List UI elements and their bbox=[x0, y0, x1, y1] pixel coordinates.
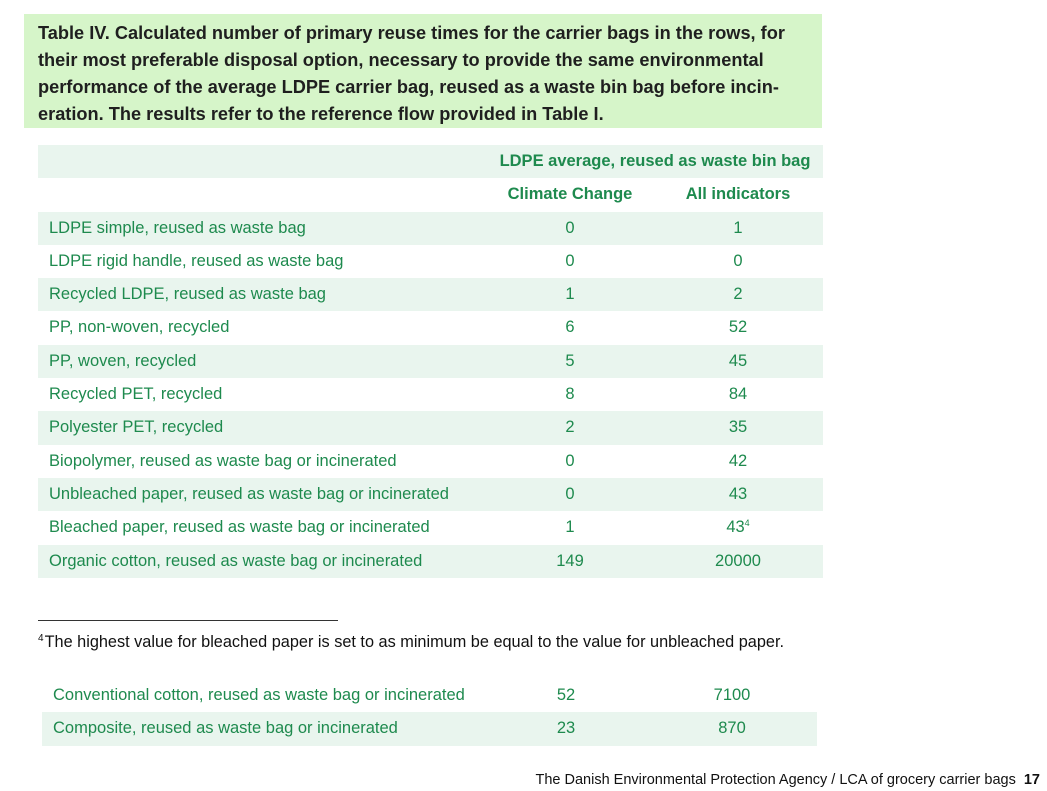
caption-line: eration. The results refer to the reference flow provided in Table I. bbox=[38, 104, 604, 124]
row-label: LDPE rigid handle, reused as waste bag bbox=[49, 251, 344, 270]
all-indicators-value bbox=[658, 511, 818, 544]
climate-change-value: 8 bbox=[565, 385, 575, 404]
table-group-header-row bbox=[38, 145, 823, 178]
all-indicators-value bbox=[658, 212, 818, 245]
row-label: Conventional cotton, reused as waste bag or incinerated bbox=[53, 686, 465, 704]
climate-change-value: 6 bbox=[565, 318, 575, 337]
climate-change-value: 2 bbox=[565, 418, 575, 437]
table-row bbox=[38, 511, 823, 544]
reuse-table-continued bbox=[42, 679, 817, 746]
table-caption bbox=[24, 14, 822, 128]
all-indicators-value bbox=[658, 545, 818, 578]
all-indicators-value bbox=[658, 378, 818, 411]
all-indicators-number: 52 bbox=[728, 318, 748, 337]
caption-line: performance of the average LDPE carrier bag, reused as a waste bin bag before incin- bbox=[38, 77, 779, 97]
table-row bbox=[42, 712, 817, 745]
table-row bbox=[38, 345, 823, 378]
row-label: PP, non-woven, recycled bbox=[49, 318, 230, 337]
all-indicators-value bbox=[658, 345, 818, 378]
caption-line: Table IV. Calculated number of primary reuse times for the carrier bags in the rows, for bbox=[38, 23, 785, 43]
all-indicators-number: 35 bbox=[728, 418, 748, 437]
table-row bbox=[38, 311, 823, 344]
row-label: PP, woven, recycled bbox=[49, 351, 197, 370]
footnote-rule bbox=[38, 620, 338, 621]
group-header: LDPE average, reused as waste bin bag bbox=[499, 152, 811, 170]
caption-line: their most preferable disposal option, necessary to provide the same environmental bbox=[38, 50, 764, 70]
row-label: Bleached paper, reused as waste bag or incinerated bbox=[49, 518, 430, 537]
all-indicators-number: 42 bbox=[728, 451, 748, 470]
row-label: Polyester PET, recycled bbox=[49, 418, 224, 437]
table-row bbox=[38, 278, 823, 311]
all-indicators-value bbox=[658, 411, 818, 444]
table-row bbox=[38, 545, 823, 578]
all-indicators-number: 84 bbox=[728, 385, 748, 404]
reuse-table bbox=[38, 145, 823, 578]
row-label: Unbleached paper, reused as waste bag or incinerated bbox=[49, 484, 449, 503]
all-indicators-number: 2 bbox=[733, 285, 743, 304]
footnote-text: The highest value for bleached paper is set to as minimum be equal to the value for unbleached paper. bbox=[44, 633, 785, 651]
climate-change-value: 52 bbox=[556, 686, 576, 704]
table-row bbox=[38, 378, 823, 411]
climate-change-value: 1 bbox=[565, 285, 575, 304]
footnote bbox=[38, 633, 784, 652]
col-header-climate: Climate Change bbox=[507, 185, 633, 204]
climate-change-value: 5 bbox=[565, 351, 575, 370]
climate-change-value: 0 bbox=[565, 251, 575, 270]
all-indicators-number: 1 bbox=[733, 218, 743, 237]
all-indicators-value bbox=[652, 712, 812, 745]
table-row bbox=[38, 212, 823, 245]
row-label: Organic cotton, reused as waste bag or incinerated bbox=[49, 551, 423, 570]
all-indicators-value bbox=[652, 679, 812, 712]
all-indicators-value bbox=[658, 478, 818, 511]
all-indicators-value bbox=[658, 245, 818, 278]
row-label: Recycled PET, recycled bbox=[49, 385, 223, 404]
climate-change-value: 0 bbox=[565, 451, 575, 470]
table-row bbox=[42, 679, 817, 712]
climate-change-value: 23 bbox=[556, 719, 576, 738]
row-label: LDPE simple, reused as waste bag bbox=[49, 218, 306, 237]
row-label: Recycled LDPE, reused as waste bag bbox=[49, 285, 326, 304]
all-indicators-value bbox=[658, 445, 818, 478]
table-header-row bbox=[38, 178, 823, 211]
climate-change-value: 149 bbox=[556, 551, 584, 570]
table-row bbox=[38, 478, 823, 511]
table-row bbox=[38, 445, 823, 478]
row-label: Biopolymer, reused as waste bag or incinerated bbox=[49, 451, 397, 470]
col-header-all: All indicators bbox=[685, 185, 791, 204]
footer-text: The Danish Environmental Protection Agency / LCA of grocery carrier bags bbox=[535, 772, 1016, 788]
all-indicators-value bbox=[658, 311, 818, 344]
row-label: Composite, reused as waste bag or incinerated bbox=[53, 719, 398, 738]
climate-change-value: 1 bbox=[565, 518, 575, 537]
footnote-ref: 4 bbox=[744, 518, 750, 529]
all-indicators-number: 43 bbox=[728, 484, 748, 503]
page-footer bbox=[536, 772, 1041, 788]
all-indicators-number: 43 bbox=[726, 518, 745, 537]
climate-change-value: 0 bbox=[565, 484, 575, 503]
table-row bbox=[38, 245, 823, 278]
page-number: 17 bbox=[1023, 772, 1040, 788]
all-indicators-number: 870 bbox=[718, 719, 746, 738]
footnote-mark: 4 bbox=[38, 633, 44, 644]
all-indicators-number: 0 bbox=[733, 251, 743, 270]
climate-change-value: 0 bbox=[565, 218, 575, 237]
all-indicators-value bbox=[658, 278, 818, 311]
all-indicators-number: 7100 bbox=[713, 686, 751, 704]
all-indicators-number: 20000 bbox=[715, 551, 761, 570]
table-row bbox=[38, 411, 823, 444]
all-indicators-number: 45 bbox=[728, 351, 748, 370]
